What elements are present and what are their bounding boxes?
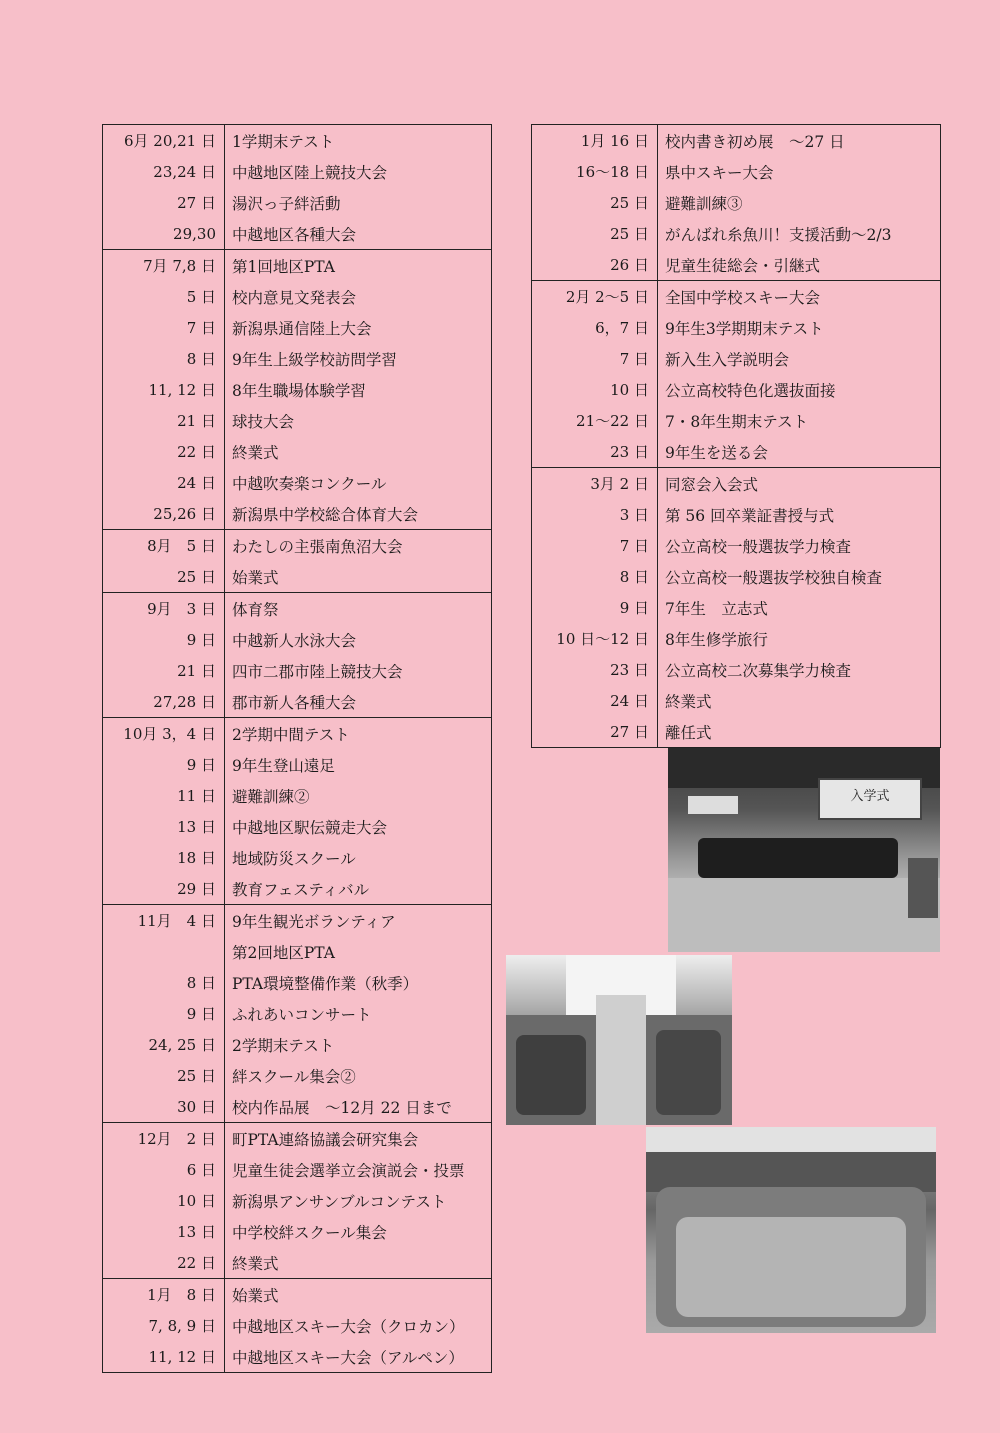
schedule-row <box>103 1247 491 1278</box>
schedule-row <box>532 716 940 747</box>
schedule-row <box>103 187 491 218</box>
event-date: 9 日 <box>103 624 225 655</box>
schedule-row <box>103 312 491 343</box>
month-block <box>103 904 491 1122</box>
event-name: 校内意見文発表会 <box>232 288 357 307</box>
event-date: 30 日 <box>103 1091 225 1122</box>
event-date: 23 日 <box>532 436 658 467</box>
month-block <box>103 125 491 249</box>
event-name: 中越吹奏楽コンクール <box>232 474 387 493</box>
event-date: 8 日 <box>532 561 658 592</box>
schedule-row <box>103 1279 491 1310</box>
event-date: 10 日～12 日 <box>532 623 658 654</box>
event-name: 児童生徒総会・引継式 <box>665 256 821 275</box>
schedule-row <box>103 905 491 936</box>
event-name: 8年生修学旅行 <box>665 630 768 649</box>
schedule-row <box>103 1091 491 1122</box>
schedule-row <box>103 998 491 1029</box>
schedule-row <box>532 654 940 685</box>
event-date: 21～22 日 <box>532 405 658 436</box>
bus-photo <box>506 955 732 1125</box>
schedule-row <box>103 1310 491 1341</box>
event-date: 8 日 <box>103 343 225 374</box>
event-name: 中越地区駅伝競走大会 <box>232 818 388 837</box>
event-name: PTA環境整備作業（秋季） <box>232 974 419 993</box>
event-date: 25,26 日 <box>103 498 225 529</box>
event-date: 22 日 <box>103 1247 225 1278</box>
event-date: 6月 20,21 日 <box>103 125 225 156</box>
event-date: 3月 2 日 <box>532 468 658 499</box>
event-name: 新入生入学説明会 <box>665 350 790 369</box>
event-name: 8年生職場体験学習 <box>232 381 366 400</box>
schedule-row <box>532 530 940 561</box>
schedule-row <box>532 281 940 312</box>
schedule-row <box>532 125 940 156</box>
event-name: 県中スキー大会 <box>665 163 774 182</box>
schedule-table-left <box>102 124 492 1373</box>
event-name: 湯沢っ子絆活動 <box>232 194 341 213</box>
event-date: 11, 12 日 <box>103 374 225 405</box>
schedule-row <box>532 561 940 592</box>
schedule-row <box>103 250 491 281</box>
schedule-row <box>103 655 491 686</box>
ceremony-sign-text: 入学式 <box>850 789 890 804</box>
ceremony-sign <box>818 778 922 820</box>
event-name: 始業式 <box>232 1286 279 1305</box>
event-name: 校内書き初め展 ～27 日 <box>665 132 845 151</box>
schedule-row <box>103 498 491 529</box>
schedule-row <box>103 873 491 904</box>
event-date: 21 日 <box>103 405 225 436</box>
schedule-row <box>103 436 491 467</box>
event-name: 1学期末テスト <box>232 132 335 151</box>
schedule-row <box>103 218 491 249</box>
event-name: わたしの主張南魚沼大会 <box>232 537 403 556</box>
event-date: 18 日 <box>103 842 225 873</box>
event-name: 同窓会入会式 <box>665 475 759 494</box>
event-date: 27 日 <box>103 187 225 218</box>
event-name: 7・8年生期末テスト <box>665 412 809 431</box>
schedule-row <box>103 281 491 312</box>
schedule-table-right <box>531 124 941 748</box>
schedule-row <box>532 405 940 436</box>
event-date: 7 日 <box>103 312 225 343</box>
event-date: 1月 16 日 <box>532 125 658 156</box>
schedule-row <box>103 1185 491 1216</box>
event-name: 郡市新人各種大会 <box>232 693 357 712</box>
schedule-row <box>532 249 940 280</box>
schedule-row <box>103 530 491 561</box>
schedule-row <box>103 405 491 436</box>
schedule-row <box>103 1123 491 1154</box>
event-date: 23,24 日 <box>103 156 225 187</box>
event-name: 中越地区陸上競技大会 <box>232 163 388 182</box>
event-name: 公立高校一般選抜学校独自検査 <box>665 568 883 587</box>
schedule-row <box>103 1216 491 1247</box>
event-date: 7 日 <box>532 530 658 561</box>
event-name: 地域防災スクール <box>232 849 356 868</box>
event-name: 教育フェスティバル <box>232 880 370 899</box>
event-date: 25 日 <box>532 187 658 218</box>
schedule-row <box>103 156 491 187</box>
event-name: 公立高校特色化選抜面接 <box>665 381 836 400</box>
event-name: 新潟県通信陸上大会 <box>232 319 372 338</box>
event-date: 9 日 <box>103 998 225 1029</box>
event-date: 11月 4 日 <box>103 905 225 936</box>
schedule-row <box>532 343 940 374</box>
event-date: 10月 3，4 日 <box>103 718 225 749</box>
schedule-row <box>103 593 491 624</box>
event-date: 7 日 <box>532 343 658 374</box>
schedule-row <box>103 718 491 749</box>
schedule-row <box>532 623 940 654</box>
schedule-row <box>103 811 491 842</box>
schedule-row <box>532 592 940 623</box>
month-block <box>532 125 940 280</box>
event-name: 児童生徒会選挙立会演説会・投票 <box>232 1161 465 1180</box>
schedule-row <box>532 156 940 187</box>
event-date: 29,30 <box>103 218 225 249</box>
event-name: 体育祭 <box>232 600 279 619</box>
schedule-row <box>103 624 491 655</box>
month-block <box>103 1278 491 1372</box>
event-name: 全国中学校スキー大会 <box>665 288 821 307</box>
event-date <box>103 936 225 967</box>
event-name: 終業式 <box>665 692 712 711</box>
schedule-row <box>532 468 940 499</box>
event-name: 中学校絆スクール集会 <box>232 1223 387 1242</box>
schedule-row <box>103 749 491 780</box>
event-date: 24 日 <box>532 685 658 716</box>
event-name: 9年生3学期期末テスト <box>665 319 824 338</box>
event-name: 絆スクール集会② <box>232 1067 356 1086</box>
event-name: 公立高校二次募集学力検査 <box>665 661 852 680</box>
schedule-row <box>532 685 940 716</box>
event-date: 23 日 <box>532 654 658 685</box>
schedule-row <box>103 1029 491 1060</box>
event-name: 校内作品展 ～12月 22 日まで <box>232 1098 452 1117</box>
event-date: 27,28 日 <box>103 686 225 717</box>
event-date: 7, 8, 9 日 <box>103 1310 225 1341</box>
schedule-row <box>103 1154 491 1185</box>
event-name: 中越地区スキー大会（クロカン） <box>232 1317 465 1336</box>
month-block <box>103 529 491 592</box>
event-name: 球技大会 <box>232 412 295 431</box>
schedule-row <box>532 218 940 249</box>
month-block <box>532 467 940 747</box>
month-block <box>103 1122 491 1278</box>
event-name: 始業式 <box>232 568 279 587</box>
event-name: 7年生 立志式 <box>665 599 768 618</box>
event-date: 11 日 <box>103 780 225 811</box>
event-date: 8月 5 日 <box>103 530 225 561</box>
event-name: 避難訓練③ <box>665 194 743 213</box>
schedule-row <box>103 967 491 998</box>
schedule-row <box>532 436 940 467</box>
event-date: 10 日 <box>103 1185 225 1216</box>
month-block <box>103 592 491 717</box>
event-date: 13 日 <box>103 1216 225 1247</box>
event-name: 中越地区スキー大会（アルペン） <box>232 1348 464 1367</box>
month-block <box>532 280 940 467</box>
event-date: 29 日 <box>103 873 225 904</box>
event-date: 7月 7,8 日 <box>103 250 225 281</box>
event-date: 3 日 <box>532 499 658 530</box>
event-name: 離任式 <box>665 723 712 742</box>
event-name: 中越新人水泳大会 <box>232 631 357 650</box>
event-name: 町PTA連絡協議会研究集会 <box>232 1130 419 1149</box>
event-date: 8 日 <box>103 967 225 998</box>
group-photo <box>646 1127 936 1333</box>
schedule-row <box>103 780 491 811</box>
event-date: 16～18 日 <box>532 156 658 187</box>
event-date: 22 日 <box>103 436 225 467</box>
event-date: 25 日 <box>103 1060 225 1091</box>
event-name: 第1回地区PTA <box>232 257 335 276</box>
month-block <box>103 249 491 529</box>
schedule-row <box>103 686 491 717</box>
schedule-row <box>103 343 491 374</box>
event-date: 25 日 <box>103 561 225 592</box>
schedule-row <box>532 374 940 405</box>
schedule-row <box>103 1341 491 1372</box>
schedule-row <box>103 125 491 156</box>
schedule-row <box>532 312 940 343</box>
event-date: 21 日 <box>103 655 225 686</box>
ceremony-photo <box>668 748 940 952</box>
month-block <box>103 717 491 904</box>
event-name: 終業式 <box>232 1254 279 1273</box>
event-date: 6，7 日 <box>532 312 658 343</box>
event-date: 12月 2 日 <box>103 1123 225 1154</box>
event-date: 1月 8 日 <box>103 1279 225 1310</box>
event-name: 第2回地区PTA <box>232 943 335 962</box>
event-name: 9年生を送る会 <box>665 443 768 462</box>
event-name: 2学期末テスト <box>232 1036 335 1055</box>
event-name: 9年生観光ボランティア <box>232 912 396 931</box>
event-date: 25 日 <box>532 218 658 249</box>
event-name: 公立高校一般選抜学力検査 <box>665 537 852 556</box>
schedule-row <box>103 1060 491 1091</box>
event-name: 新潟県中学校総合体育大会 <box>232 505 419 524</box>
event-name: がんばれ糸魚川！支援活動～2/3 <box>665 225 892 244</box>
schedule-row <box>103 936 491 967</box>
event-date: 5 日 <box>103 281 225 312</box>
event-date: 24, 25 日 <box>103 1029 225 1060</box>
event-date: 2月 2～5 日 <box>532 281 658 312</box>
event-name: 終業式 <box>232 443 279 462</box>
event-name: 9年生登山遠足 <box>232 756 335 775</box>
event-name: 新潟県アンサンブルコンテスト <box>232 1192 447 1211</box>
event-date: 11, 12 日 <box>103 1341 225 1372</box>
event-name: ふれあいコンサート <box>232 1005 372 1024</box>
event-date: 9 日 <box>532 592 658 623</box>
schedule-row <box>103 842 491 873</box>
schedule-row <box>103 467 491 498</box>
schedule-row <box>103 374 491 405</box>
event-name: 9年生上級学校訪問学習 <box>232 350 397 369</box>
event-date: 26 日 <box>532 249 658 280</box>
schedule-row <box>103 561 491 592</box>
event-date: 10 日 <box>532 374 658 405</box>
event-date: 9 日 <box>103 749 225 780</box>
event-name: 2学期中間テスト <box>232 725 350 744</box>
schedule-row <box>532 187 940 218</box>
event-name: 第 56 回卒業証書授与式 <box>665 506 835 525</box>
schedule-row <box>532 499 940 530</box>
event-date: 9月 3 日 <box>103 593 225 624</box>
event-date: 6 日 <box>103 1154 225 1185</box>
event-date: 24 日 <box>103 467 225 498</box>
event-name: 中越地区各種大会 <box>232 225 357 244</box>
event-name: 避難訓練② <box>232 787 310 806</box>
event-name: 四市二郡市陸上競技大会 <box>232 662 403 681</box>
event-date: 27 日 <box>532 716 658 747</box>
event-date: 13 日 <box>103 811 225 842</box>
